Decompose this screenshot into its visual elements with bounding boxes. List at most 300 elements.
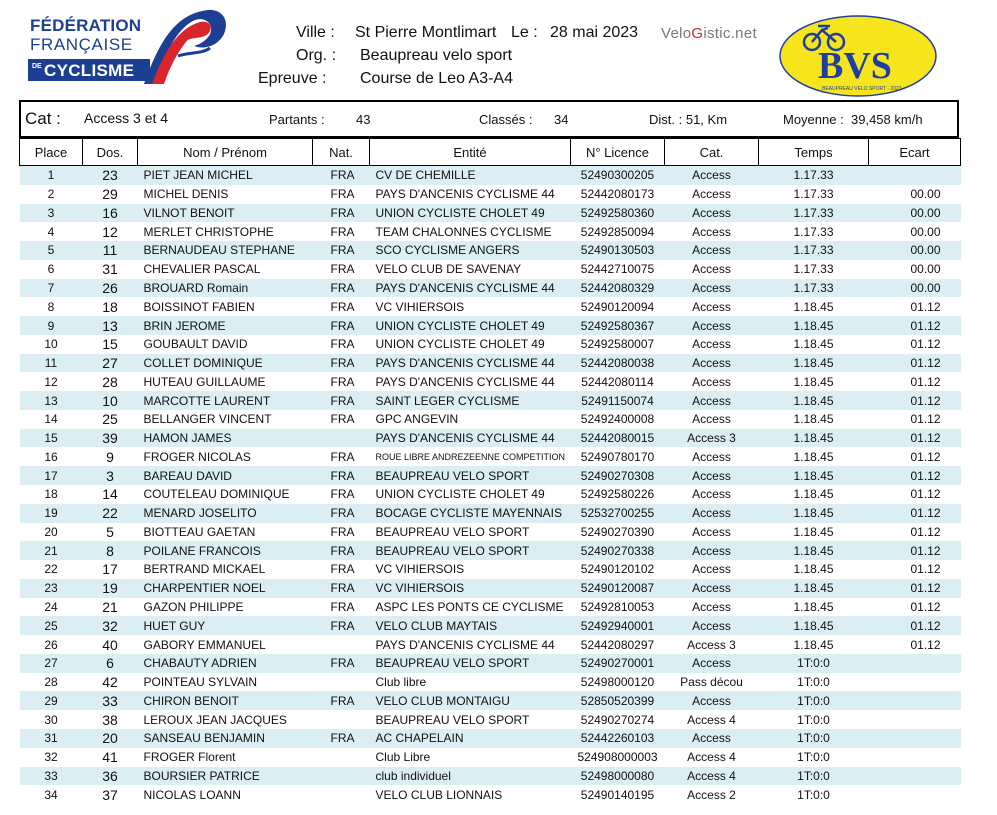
cell-nom-prenom: FROGER Florent [143,750,236,765]
table-row [20,748,961,767]
cell-dossard: 18 [102,298,118,315]
event-date: 28 mai 2023 [550,24,639,41]
cell-categorie: Access 3 [687,637,736,652]
cell-temps: 1T:0:0 [759,654,869,673]
table-row [20,166,961,185]
cell-entite: VELO CLUB LIONNAIS [375,787,503,802]
cell-licence: 52442710075 [580,262,655,277]
cell-entite: VC VIHIERSOIS [370,579,571,598]
cell-place: 32 [44,750,58,765]
cell-licence: 52492850094 [580,224,655,239]
cell-nationalite: FRA [330,599,355,614]
cell-dossard: 38 [102,711,118,728]
cell-place: 13 [20,391,83,410]
epreuve-value: Course de Leo A3-A4 [360,70,513,87]
table-row [20,447,961,466]
cell-nom-prenom: BERTRAND MICKAEL [143,562,266,577]
cell-nom-prenom: MARCOTTE LAURENT [138,391,313,410]
velogistic-part2: G [691,25,704,42]
cell-categorie: Access [665,654,759,673]
cell-categorie: Access [692,187,731,202]
cell-temps: 1T:0:0 [797,712,830,727]
cell-categorie: Access 2 [687,787,736,802]
cell-nom-prenom: FROGER NICOLAS [143,449,251,464]
table-row [20,616,961,635]
race-info-bar [19,100,959,138]
cell-licence: 52490270338 [571,541,665,560]
cell-place: 1 [20,166,83,185]
org-value: Beaupreau velo sport [360,47,513,64]
cell-place: 9 [20,316,83,335]
cell-nom-prenom: BOURSIER PATRICE [138,767,313,786]
cell-place: 18 [44,487,58,502]
cell-place: 16 [44,449,58,464]
cell-nom-prenom: BAREAU DAVID [138,466,313,485]
cell-place: 29 [20,691,83,710]
cat-value: Access 3 et 4 [84,110,169,126]
cell-temps: 1.18.45 [759,579,869,598]
cell-categorie: Access [665,466,759,485]
cell-ecart: 01.12 [869,541,961,560]
cell-entite: ROUE LIBRE ANDREZEENNE COMPETITION [375,451,566,462]
cell-nom-prenom: BROUARD Romain [138,279,313,298]
cell-entite: TEAM CHALONNES CYCLISME [375,224,552,239]
cell-ecart [869,748,961,767]
cell-categorie: Access [692,224,731,239]
cell-nom-prenom: CHABAUTY ADRIEN [138,654,313,673]
cell-categorie: Access [665,354,759,373]
cell-place: 2 [47,187,55,202]
cell-entite: BEAUPREAU VELO SPORT [370,466,571,485]
cell-nationalite: FRA [313,616,370,635]
cell-licence: 52492400008 [580,412,655,427]
cell-categorie: Access 4 [687,712,736,727]
cell-licence: 52442080015 [571,429,665,448]
cell-temps: 1.18.45 [793,599,834,614]
epreuve-label: Epreuve : [258,70,327,87]
cell-ecart: 00.00 [869,241,961,260]
cell-place: 8 [47,299,55,314]
cell-nom-prenom: BIOTTEAU GAETAN [143,524,256,539]
table-row [20,241,961,260]
cell-nom-prenom: CHEVALIER PASCAL [143,262,261,277]
cell-categorie: Access [665,391,759,410]
cell-nom-prenom: BOISSINOT FABIEN [143,299,255,314]
cell-nom-prenom: MENARD JOSELITO [138,504,313,523]
ville-value: St Pierre Montlimart [355,24,497,41]
cell-place: 6 [47,262,55,277]
cell-temps: 1.18.45 [759,504,869,523]
table-row [20,635,961,654]
cell-nom-prenom: GOUBAULT DAVID [143,337,248,352]
cell-place: 34 [44,787,58,802]
cell-nationalite: FRA [313,204,370,223]
cell-dossard: 27 [83,354,138,373]
cell-place: 11 [20,354,83,373]
cell-dossard: 3 [83,466,138,485]
cell-entite: UNION CYCLISTE CHOLET 49 [370,316,571,335]
cell-dossard: 29 [102,186,118,203]
cell-nationalite: FRA [313,729,370,748]
cell-nom-prenom: MERLET CHRISTOPHE [143,224,274,239]
cell-place: 31 [20,729,83,748]
cell-categorie: Access [665,579,759,598]
cell-licence: 52442260103 [571,729,665,748]
cell-licence: 52492580367 [571,316,665,335]
cell-categorie: Access [665,166,759,185]
table-row [20,372,961,391]
cell-nom-prenom: HUTEAU GUILLAUME [143,374,266,389]
cell-entite: PAYS D'ANCENIS CYCLISME 44 [375,637,555,652]
cell-place: 20 [44,524,58,539]
cell-categorie: Access [692,487,731,502]
cell-categorie: Access [665,279,759,298]
cell-nationalite [313,767,370,786]
cell-entite: VC VIHIERSOIS [375,299,465,314]
cell-nationalite [313,635,370,654]
cell-temps: 1.18.45 [793,562,834,577]
cell-place: 10 [44,337,58,352]
cell-entite: club individuel [370,767,571,786]
cell-licence: 52492940001 [571,616,665,635]
table-row [20,222,961,241]
cell-ecart: 00.00 [910,187,941,202]
header-ecart: Ecart [869,139,961,166]
cell-nationalite: FRA [313,579,370,598]
cell-licence: 52490120087 [571,579,665,598]
cell-licence: 52442080114 [581,374,654,389]
cell-place: 22 [44,562,58,577]
cell-temps: 1.18.45 [759,466,869,485]
cell-ecart: 01.12 [910,412,941,427]
cell-ecart: 01.12 [910,637,941,652]
cell-categorie: Access [665,316,759,335]
cell-dossard: 9 [106,448,114,465]
cell-categorie: Pass décou [680,675,743,690]
cell-licence: 52490120102 [580,562,655,577]
cell-ecart: 01.12 [869,616,961,635]
header-entite: Entité [370,139,571,166]
cell-temps: 1.17.33 [759,241,869,260]
cell-nom-prenom: MICHEL DENIS [143,187,229,202]
cell-ecart: 01.12 [869,466,961,485]
cell-licence: 52492810053 [580,599,655,614]
partants-label: Partants : [269,112,325,127]
cell-categorie: Access 4 [687,750,736,765]
classes-label: Classés : [479,112,533,127]
cell-nationalite [313,748,370,767]
cell-nationalite: FRA [313,241,370,260]
cell-licence: 52442080173 [580,187,655,202]
cell-dossard: 32 [83,616,138,635]
cell-nom-prenom: SANSEAU BENJAMIN [138,729,313,748]
header-nom-prenom: Nom / Prénom [138,139,313,166]
cell-entite: Club Libre [375,750,431,765]
cell-entite: VELO CLUB MONTAIGU [370,691,571,710]
cell-ecart: 01.12 [869,429,961,448]
cell-entite: BEAUPREAU VELO SPORT [375,524,530,539]
cell-nationalite [313,710,370,729]
cell-entite: PAYS D'ANCENIS CYCLISME 44 [370,429,571,448]
header-place: Place [20,139,83,166]
cell-licence: 52492580007 [580,337,655,352]
table-row [20,391,961,410]
cell-categorie: Access [692,562,731,577]
cell-licence: 52491150074 [571,391,665,410]
cell-nationalite: FRA [330,224,355,239]
cell-entite: VELO CLUB MAYTAIS [370,616,571,635]
cell-dossard: 23 [83,166,138,185]
ffc-title-line2: FRANÇAISE [30,35,133,54]
cell-entite: PAYS D'ANCENIS CYCLISME 44 [375,187,555,202]
table-row [20,767,961,786]
cell-dossard: 11 [83,241,138,260]
cell-nom-prenom: COUTELEAU DOMINIQUE [143,487,290,502]
cell-dossard: 5 [106,523,114,540]
cell-licence: 52498000080 [571,767,665,786]
table-row [20,410,961,429]
cell-place: 3 [20,204,83,223]
cell-dossard: 13 [83,316,138,335]
cell-place: 24 [44,599,58,614]
partants-value: 43 [356,112,371,127]
cell-nom-prenom: CHIRON BENOIT [138,691,313,710]
cell-nom-prenom: NICOLAS LOANN [143,787,241,802]
cell-place: 14 [44,412,58,427]
cell-nom-prenom: GABORY EMMANUEL [143,637,266,652]
classes-value: 34 [554,112,569,127]
cell-dossard: 14 [102,486,118,503]
cell-entite: BEAUPREAU VELO SPORT [370,654,571,673]
cell-ecart [869,710,961,729]
cell-entite: UNION CYCLISTE CHOLET 49 [375,487,545,502]
table-row [20,429,961,448]
cell-temps: 1.17.33 [759,279,869,298]
cell-place: 26 [44,637,58,652]
cell-temps: 1.18.45 [793,524,834,539]
cell-temps: 1.18.45 [759,354,869,373]
table-row [20,316,961,335]
cell-nationalite: FRA [330,524,355,539]
cell-ecart [869,691,961,710]
cell-ecart: 00.00 [869,204,961,223]
table-row [20,691,961,710]
cell-entite: UNION CYCLISTE CHOLET 49 [370,204,571,223]
table-row [20,185,961,204]
cell-categorie: Access [665,616,759,635]
cell-categorie: Access [665,729,759,748]
bvs-emblem-icon [778,14,938,98]
velogistic-part1: Velo [661,25,692,42]
table-row [20,260,961,279]
cell-dossard: 40 [102,636,118,653]
cell-dossard: 20 [83,729,138,748]
ffc-logo [18,6,233,88]
cell-nationalite: FRA [330,187,355,202]
cell-entite: VC VIHIERSOIS [375,562,465,577]
cell-nom-prenom: BRIN JEROME [138,316,313,335]
cell-dossard: 17 [102,561,118,578]
cell-place: 7 [20,279,83,298]
cell-place: 27 [20,654,83,673]
cell-nom-prenom: POINTEAU SYLVAIN [143,675,258,690]
cell-entite: SAINT LEGER CYCLISME [370,391,571,410]
cell-licence: 52490270390 [580,524,655,539]
cell-nom-prenom: CHARPENTIER NOEL [138,579,313,598]
cell-temps: 1.18.45 [793,412,834,427]
cell-dossard: 12 [102,223,118,240]
cell-place: 33 [20,767,83,786]
cell-dossard: 8 [83,541,138,560]
cell-nationalite: FRA [330,562,355,577]
moyenne-value: 39,458 km/h [851,112,923,127]
cell-categorie: Access [692,599,731,614]
table-row [20,466,961,485]
cell-dossard: 28 [102,373,118,390]
cell-entite: BOCAGE CYCLISTE MAYENNAIS [370,504,571,523]
cell-dossard: 10 [83,391,138,410]
cell-temps: 1T:0:0 [759,767,869,786]
cell-nationalite: FRA [313,654,370,673]
cell-dossard: 15 [102,336,118,353]
cell-dossard: 6 [83,654,138,673]
cell-nationalite: FRA [330,374,355,389]
cell-ecart: 01.12 [869,354,961,373]
cell-nom-prenom: LEROUX JEAN JACQUES [143,712,287,727]
cat-label: Cat : [25,109,61,128]
cell-dossard: 26 [83,279,138,298]
cell-categorie: Access [692,299,731,314]
cell-licence: 52490270308 [571,466,665,485]
cell-temps: 1.18.45 [759,541,869,560]
cell-ecart [869,729,961,748]
cell-licence: 52442080297 [580,637,655,652]
cell-temps: 1T:0:0 [797,750,830,765]
table-row [20,485,961,504]
cell-nom-prenom: PIET JEAN MICHEL [138,166,313,185]
cell-nationalite: FRA [313,354,370,373]
org-label: Org. : [296,47,337,64]
header-dossard: Dos. [83,139,138,166]
cell-ecart: 01.12 [910,524,941,539]
cell-nationalite: FRA [330,337,355,352]
ffc-title-line3: CYCLISME [44,61,135,80]
ville-label: Ville : [296,24,335,41]
cell-ecart: 01.12 [910,337,941,352]
cell-place: 21 [20,541,83,560]
cell-nationalite: FRA [313,466,370,485]
cell-nationalite: FRA [330,449,355,464]
cell-temps: 1.18.45 [759,391,869,410]
cell-licence: 52498000120 [580,675,655,690]
table-row [20,279,961,298]
cell-categorie: Access [665,241,759,260]
cell-entite: CV DE CHEMILLE [370,166,571,185]
cell-nationalite: FRA [313,691,370,710]
cell-ecart [869,654,961,673]
header-categorie: Cat. [665,139,759,166]
cell-ecart: 00.00 [869,279,961,298]
cell-categorie: Access 3 [665,429,759,448]
cell-entite: AC CHAPELAIN [370,729,571,748]
cell-nationalite: FRA [330,299,355,314]
cell-categorie: Access [692,524,731,539]
cell-place: 15 [20,429,83,448]
cell-licence: 52490300205 [571,166,665,185]
cell-place: 5 [20,241,83,260]
cell-nom-prenom: GAZON PHILIPPE [143,599,244,614]
cell-ecart: 01.12 [869,391,961,410]
cell-place: 30 [44,712,58,727]
cell-temps: 1.18.45 [793,449,834,464]
cell-place: 23 [20,579,83,598]
cell-nom-prenom: POILANE FRANCOIS [138,541,313,560]
cell-place: 28 [44,675,58,690]
cell-categorie: Access [692,337,731,352]
cell-entite: GPC ANGEVIN [375,412,459,427]
cell-dossard: 19 [83,579,138,598]
cell-nationalite [313,785,370,804]
table-header-row [20,139,961,166]
cell-temps: 1.17.33 [793,224,834,239]
table-row [20,354,961,373]
cell-ecart: 01.12 [910,562,941,577]
table-row [20,560,961,579]
table-row [20,785,961,804]
cell-nom-prenom: COLLET DOMINIQUE [138,354,313,373]
cell-dossard: 36 [83,767,138,786]
cell-place: 25 [20,616,83,635]
cell-licence: 52492580226 [580,487,655,502]
header-licence: N° Licence [571,139,665,166]
cell-licence: 52442080329 [571,279,665,298]
table-row [20,654,961,673]
cell-dossard: 41 [102,749,118,766]
cell-dossard: 33 [83,691,138,710]
header-temps: Temps [759,139,869,166]
cell-ecart: 01.12 [869,504,961,523]
results-table [19,138,961,804]
table-row [20,504,961,523]
cell-categorie: Access [692,449,731,464]
cell-temps: 1.18.45 [793,637,834,652]
cell-nationalite: FRA [330,412,355,427]
cell-temps: 1.18.45 [793,337,834,352]
cell-ecart: 01.12 [910,599,941,614]
cell-categorie: Access [692,262,731,277]
table-row [20,729,961,748]
cell-entite: Club libre [375,675,427,690]
cell-categorie: Access [665,691,759,710]
cell-ecart: 00.00 [910,262,941,277]
cell-categorie: Access [692,374,731,389]
cell-ecart: 01.12 [910,487,941,502]
cell-entite: UNION CYCLISTE CHOLET 49 [375,337,545,352]
cell-nationalite: FRA [330,262,355,277]
cell-licence: 52490130503 [571,241,665,260]
cell-licence: 52490270274 [580,712,655,727]
cell-temps: 1.17.33 [793,262,834,277]
cell-temps: 1.18.45 [759,316,869,335]
cell-place: 12 [44,374,58,389]
cell-place: 4 [47,224,55,239]
cell-categorie: Access [665,541,759,560]
table-row [20,204,961,223]
cell-licence: 52442080038 [571,354,665,373]
cell-licence: 52490270001 [571,654,665,673]
cell-temps: 1.17.33 [759,166,869,185]
cell-entite: ASPC LES PONTS CE CYCLISME [375,599,564,614]
